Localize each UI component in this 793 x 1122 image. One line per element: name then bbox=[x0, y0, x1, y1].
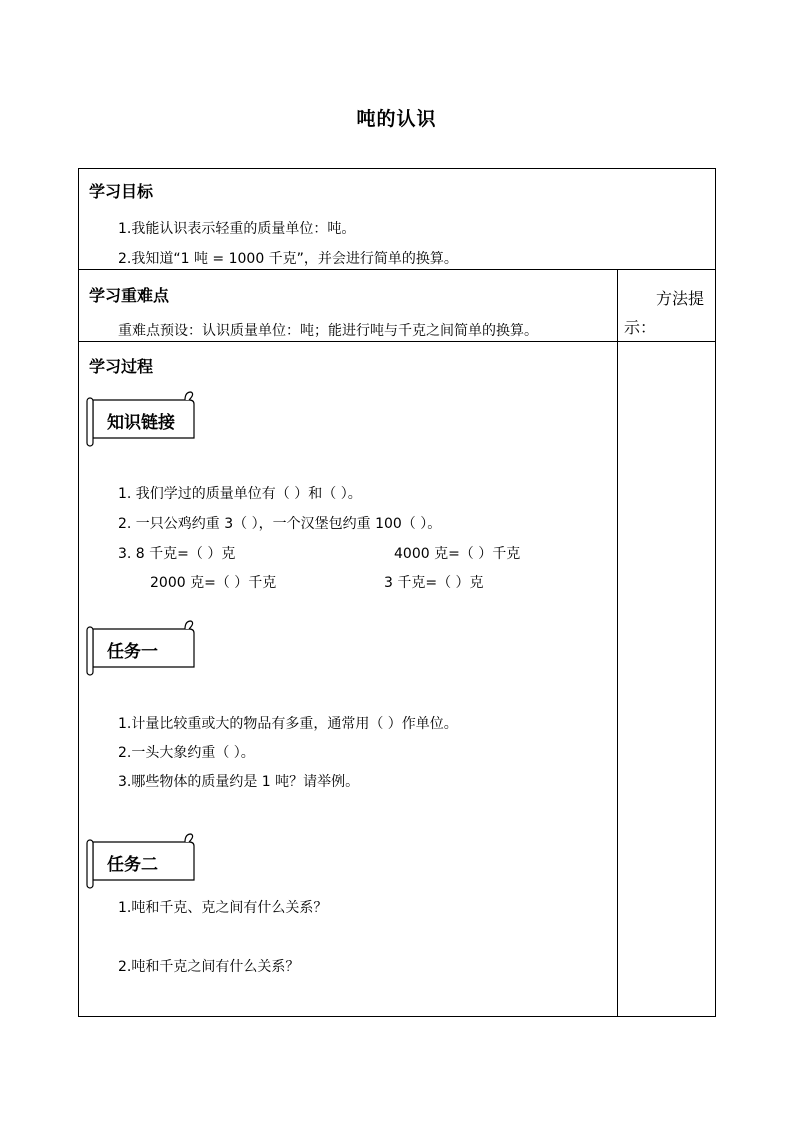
scroll-banner-knowledge-link bbox=[85, 392, 197, 448]
knowledge-question-1: 1. 我们学过的质量单位有（ ）和（ ）。 bbox=[118, 486, 362, 502]
knowledge-question-2: 2. 一只公鸡约重 3（ ），一个汉堡包约重 100（ ）。 bbox=[118, 516, 442, 532]
table-column-divider bbox=[617, 269, 618, 1017]
process-heading: 学习过程 bbox=[89, 357, 154, 376]
task-one-item: 2.一头大象约重（ ）。 bbox=[118, 745, 255, 761]
method-hint-line2: 示： bbox=[624, 318, 657, 337]
task-two-item: 1.吨和千克、克之间有什么关系？ bbox=[118, 900, 328, 916]
page-title: 吨的认识 bbox=[356, 108, 437, 130]
table-divider-goals bbox=[78, 269, 716, 270]
knowledge-question-3a: 3. 8 千克=（ ）克 bbox=[118, 546, 236, 562]
scroll-banner-task-one bbox=[85, 621, 197, 677]
goal-item: 1.我能认识表示轻重的质量单位：吨。 bbox=[118, 221, 356, 237]
table-border-bottom bbox=[78, 1016, 716, 1017]
method-hint-line1: 方法提 bbox=[656, 289, 705, 308]
table-divider-keypoints bbox=[78, 341, 716, 342]
table-border-right bbox=[715, 168, 716, 1017]
task-one-item: 3.哪些物体的质量约是 1 吨？请举例。 bbox=[118, 774, 360, 790]
goal-item: 2.我知道“1 吨 = 1000 千克”，并会进行简单的换算。 bbox=[118, 251, 458, 267]
table-border-left bbox=[78, 168, 79, 1017]
goals-heading: 学习目标 bbox=[89, 182, 154, 201]
task-one-item: 1.计量比较重或大的物品有多重，通常用（ ）作单位。 bbox=[118, 716, 458, 732]
knowledge-question-3b: 4000 克=（ ）千克 bbox=[394, 546, 521, 562]
task-two-item: 2.吨和千克之间有什么关系？ bbox=[118, 959, 300, 975]
key-points-text: 重难点预设：认识质量单位：吨；能进行吨与千克之间简单的换算。 bbox=[118, 323, 538, 339]
knowledge-question-3c: 2000 克=（ ）千克 bbox=[150, 575, 277, 591]
scroll-banner-task-two bbox=[85, 834, 197, 890]
banner-label: 知识链接 bbox=[107, 413, 175, 433]
table-border-top bbox=[78, 168, 716, 169]
banner-label: 任务一 bbox=[107, 642, 158, 662]
knowledge-question-3d: 3 千克=（ ）克 bbox=[384, 575, 484, 591]
key-points-heading: 学习重难点 bbox=[89, 286, 170, 305]
banner-label: 任务二 bbox=[107, 855, 158, 875]
